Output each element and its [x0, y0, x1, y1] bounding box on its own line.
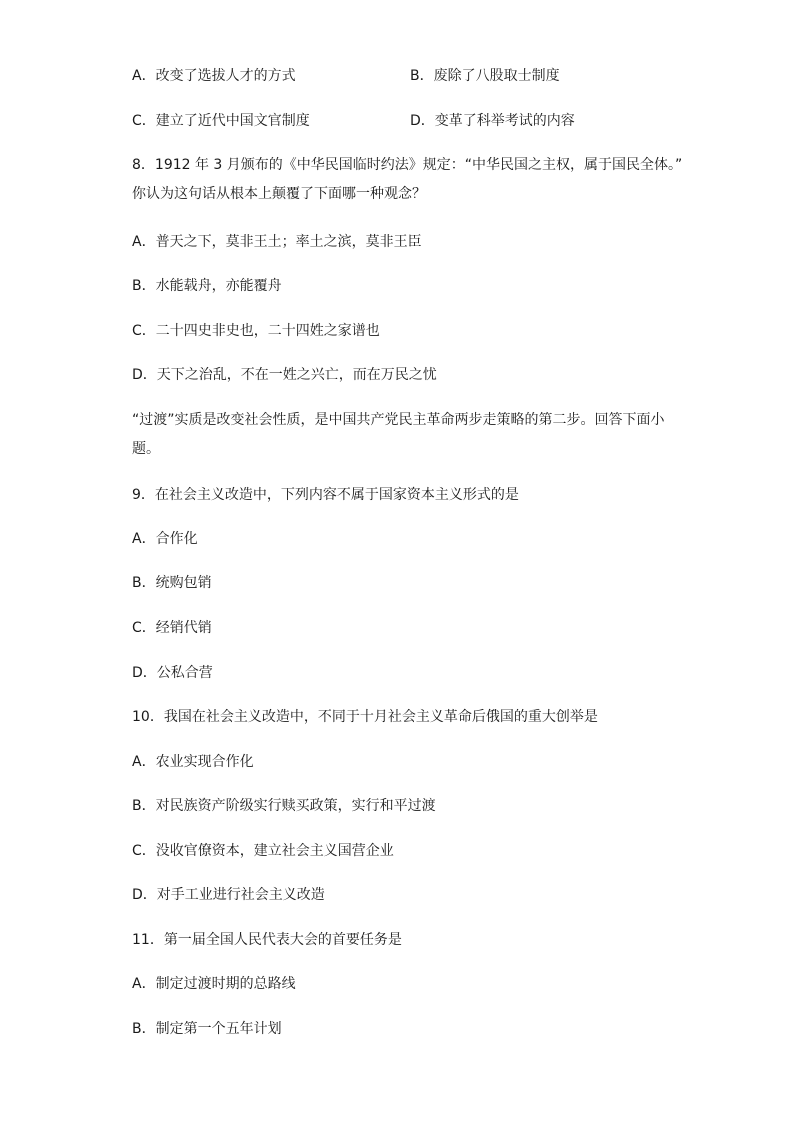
q11-option-b: B．制定第一个五年计划: [132, 1021, 282, 1037]
q8-stem-line1: 8．1912 年 3 月颁布的《中华民国临时约法》规定：“中华民国之主权，属于国民全体。”: [132, 157, 683, 173]
q11-option-a: A．制定过渡时期的总路线: [132, 976, 296, 992]
passage-line2: 题。: [132, 441, 160, 457]
passage-line1: “过渡”实质是改变社会性质，是中国共产党民主革命两步走策略的第二步。回答下面小: [132, 412, 665, 428]
q10-option-c: C．没收官僚资本，建立社会主义国营企业: [132, 843, 394, 859]
q8-option-b: B．水能载舟，亦能覆舟: [132, 278, 282, 294]
q7-option-c: C．建立了近代中国文官制度: [132, 113, 310, 129]
q10-option-b: B．对民族资产阶级实行赎买政策，实行和平过渡: [132, 798, 436, 814]
q10-option-a: A．农业实现合作化: [132, 754, 254, 770]
q10-stem: 10．我国在社会主义改造中，不同于十月社会主义革命后俄国的重大创举是: [132, 709, 598, 725]
q7-option-a: A．改变了选拔人才的方式: [132, 68, 296, 84]
q9-option-a: A．合作化: [132, 531, 198, 547]
q8-stem-line2: 你认为这句话从根本上颠覆了下面哪一种观念？: [132, 186, 426, 202]
q11-stem: 11．第一届全国人民代表大会的首要任务是: [132, 932, 402, 948]
q7-option-b: B．废除了八股取士制度: [410, 68, 560, 84]
q10-option-d: D．对手工业进行社会主义改造: [132, 887, 325, 903]
q7-option-d: D．变革了科举考试的内容: [410, 113, 575, 129]
q9-option-d: D．公私合营: [132, 665, 213, 681]
q9-stem: 9．在社会主义改造中，下列内容不属于国家资本主义形式的是: [132, 487, 519, 503]
q8-option-a: A．普天之下，莫非王土；率土之滨，莫非王臣: [132, 234, 422, 250]
q8-option-c: C．二十四史非史也，二十四姓之家谱也: [132, 323, 380, 339]
q8-option-d: D．天下之治乱，不在一姓之兴亡，而在万民之忧: [132, 367, 437, 383]
q9-option-b: B．统购包销: [132, 575, 212, 591]
q9-option-c: C．经销代销: [132, 620, 212, 636]
